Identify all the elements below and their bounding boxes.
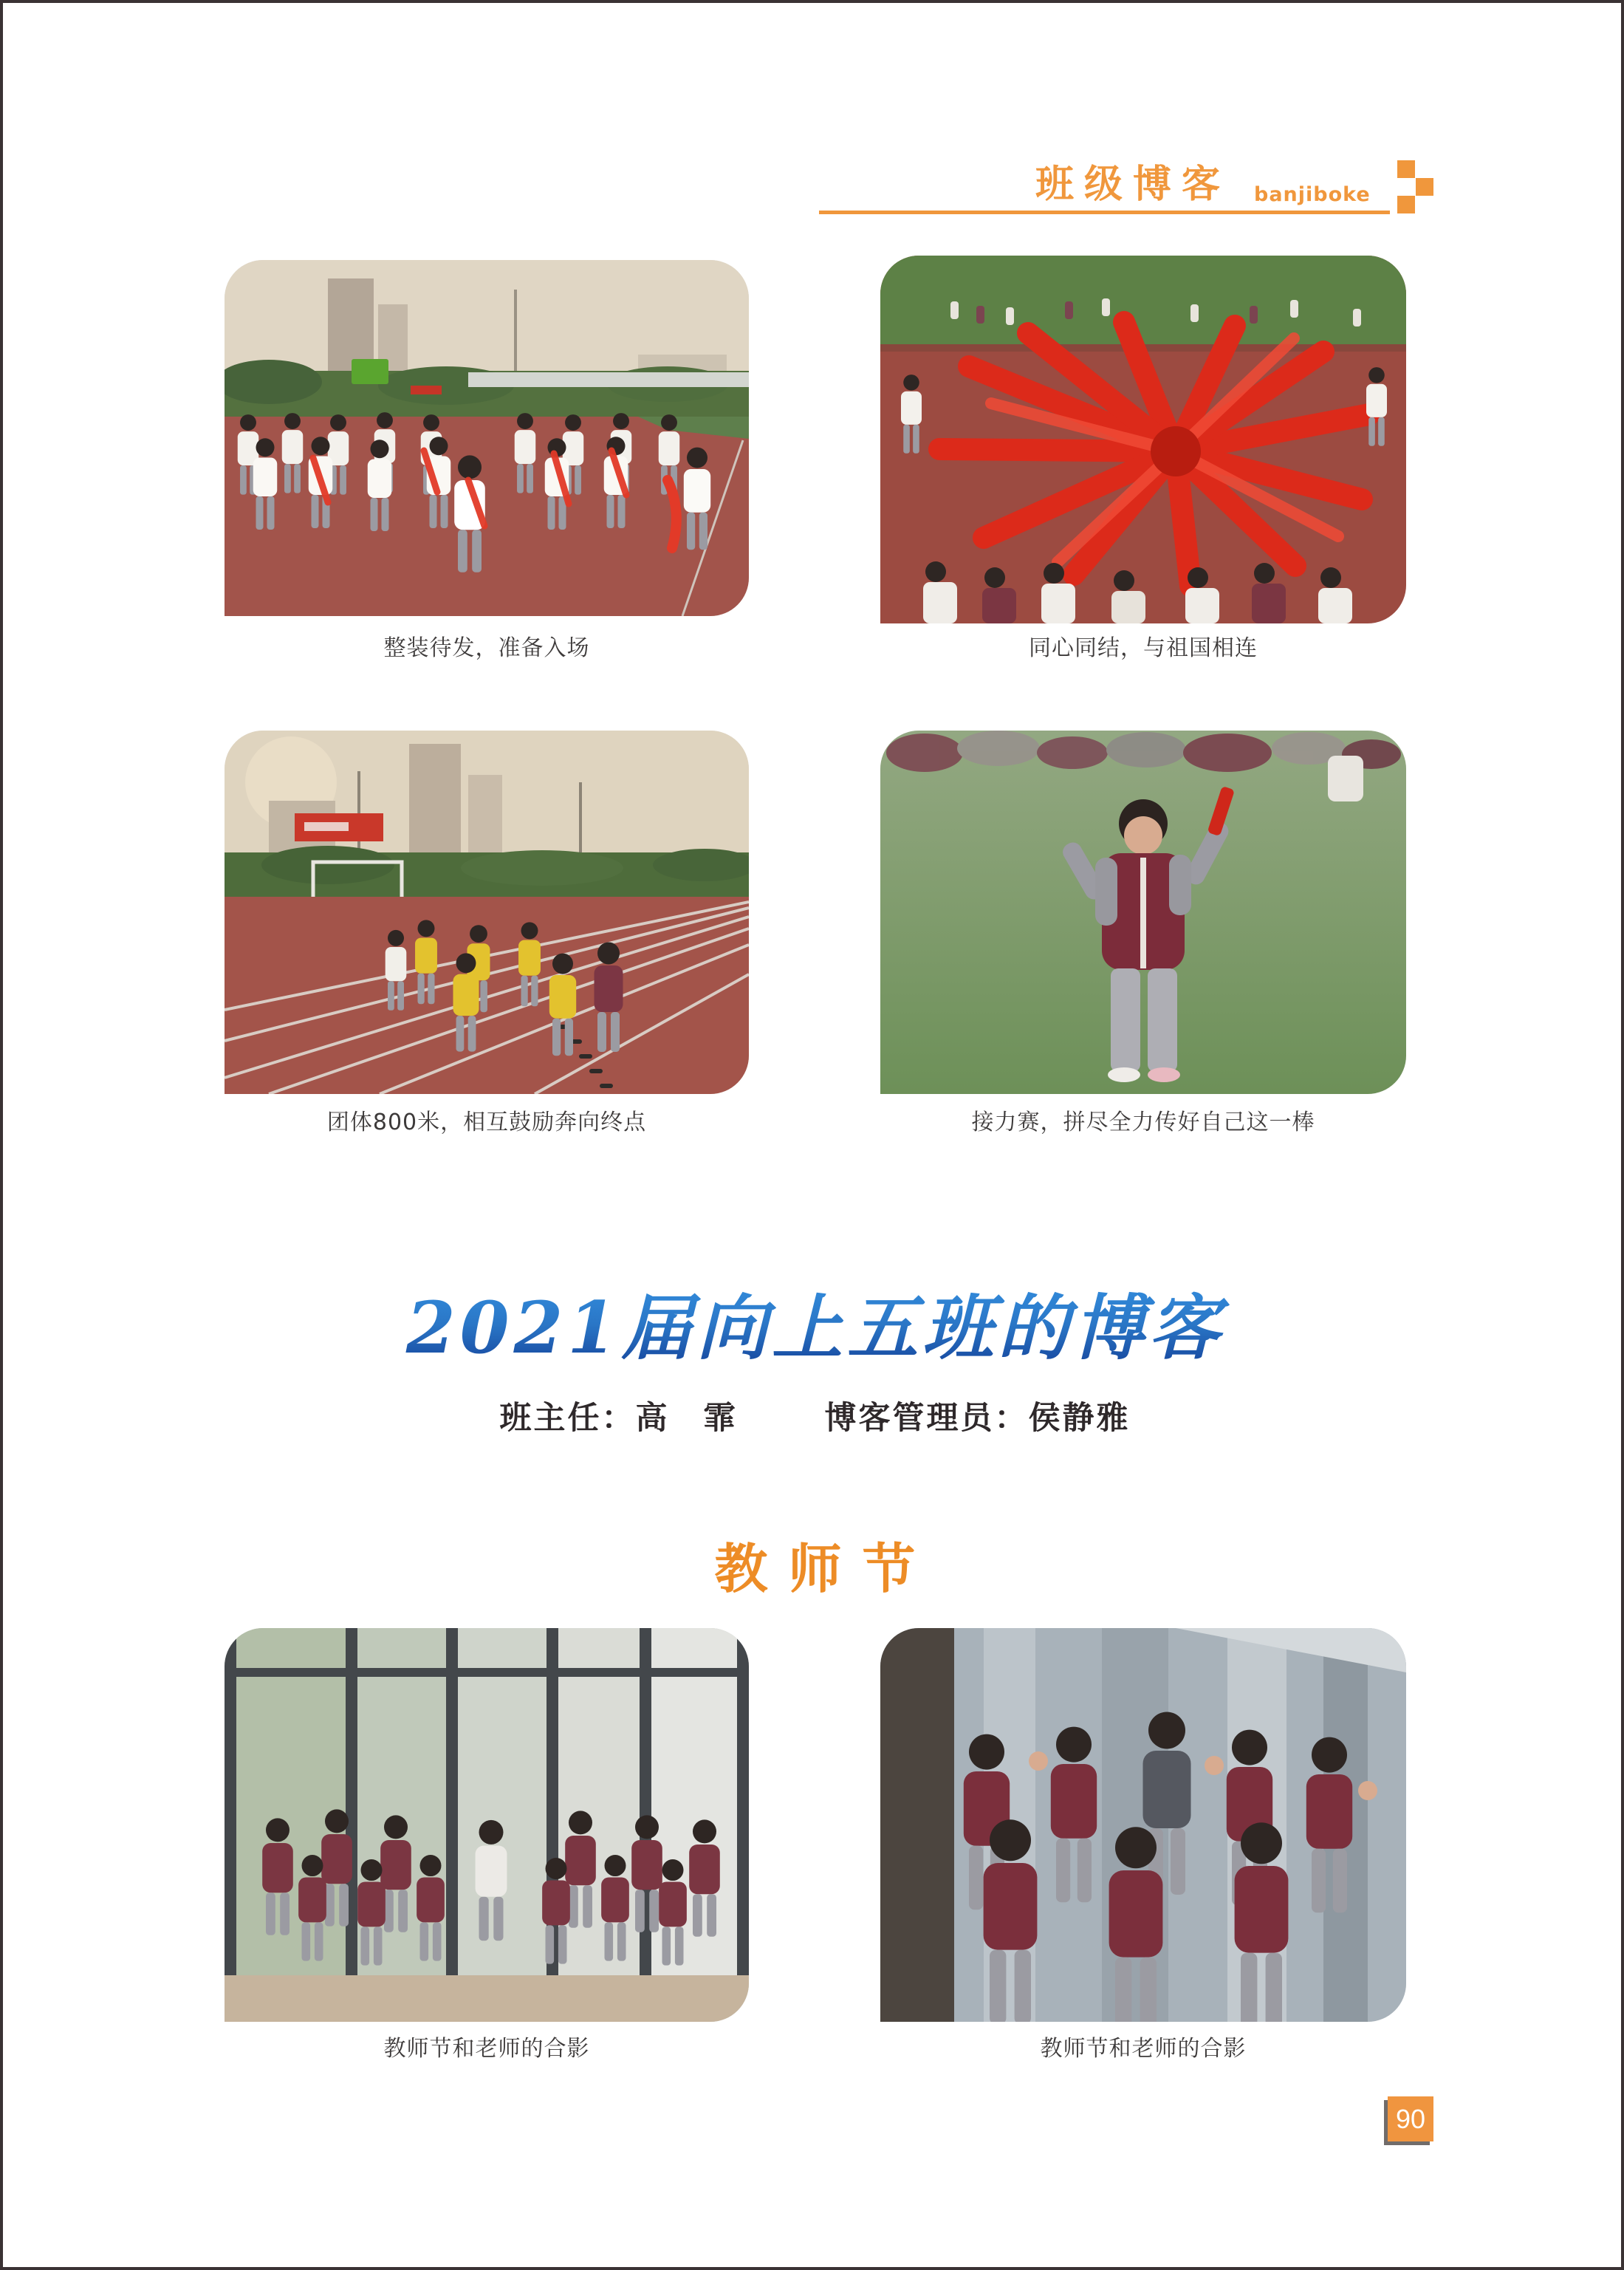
caption-relay: 接力赛，拼尽全力传好自己这一棒 bbox=[971, 1110, 1315, 1135]
photo-red-ribbon-circle-art bbox=[880, 256, 1406, 623]
photo-teachers-day-hall-art bbox=[880, 1628, 1406, 2022]
page-header-subtitle: banjiboke bbox=[1254, 183, 1371, 206]
caption-ribbon: 同心同结，与祖国相连 bbox=[1029, 635, 1258, 661]
blog-meta-line bbox=[3, 1401, 1624, 1436]
photo-students-lineup bbox=[225, 260, 749, 616]
header-deco-square-icon bbox=[1397, 196, 1415, 213]
page-number: 90 bbox=[1395, 2103, 1426, 2134]
photo-red-ribbon-circle bbox=[880, 256, 1406, 623]
teacher-name: 高 霏 bbox=[635, 1400, 738, 1437]
photo-teachers-day-indoor bbox=[225, 1628, 749, 2022]
caption-run: 团体800米，相互鼓励奔向终点 bbox=[326, 1110, 647, 1135]
header-deco-square-icon bbox=[1397, 160, 1415, 178]
page-header-title: 班级博客 bbox=[1035, 163, 1231, 207]
caption-teachers-day-2: 教师节和老师的合影 bbox=[1040, 2036, 1247, 2062]
photo-teachers-day-indoor-art bbox=[225, 1628, 749, 2022]
photo-relay-runner-art bbox=[880, 731, 1406, 1094]
blog-title: 2021届向上五班的博客 bbox=[3, 1291, 1624, 1366]
page-number-badge bbox=[1388, 2096, 1433, 2141]
photo-teachers-day-hall bbox=[880, 1628, 1406, 2022]
photo-students-lineup-art bbox=[225, 260, 749, 616]
admin-name: 侯静雅 bbox=[1028, 1400, 1131, 1437]
caption-lineup: 整装待发，准备入场 bbox=[383, 635, 590, 661]
teacher-label: 班主任： bbox=[499, 1400, 636, 1437]
caption-teachers-day-1: 教师节和老师的合影 bbox=[383, 2036, 590, 2062]
photo-group-run bbox=[225, 731, 749, 1094]
admin-label: 博客管理员： bbox=[824, 1400, 1029, 1437]
photo-relay-runner bbox=[880, 731, 1406, 1094]
section-heading-teachers-day: 教师节 bbox=[714, 1537, 936, 1600]
photo-group-run-art bbox=[225, 731, 749, 1094]
header-deco-square-icon bbox=[1416, 178, 1433, 196]
header-rule bbox=[819, 211, 1390, 214]
